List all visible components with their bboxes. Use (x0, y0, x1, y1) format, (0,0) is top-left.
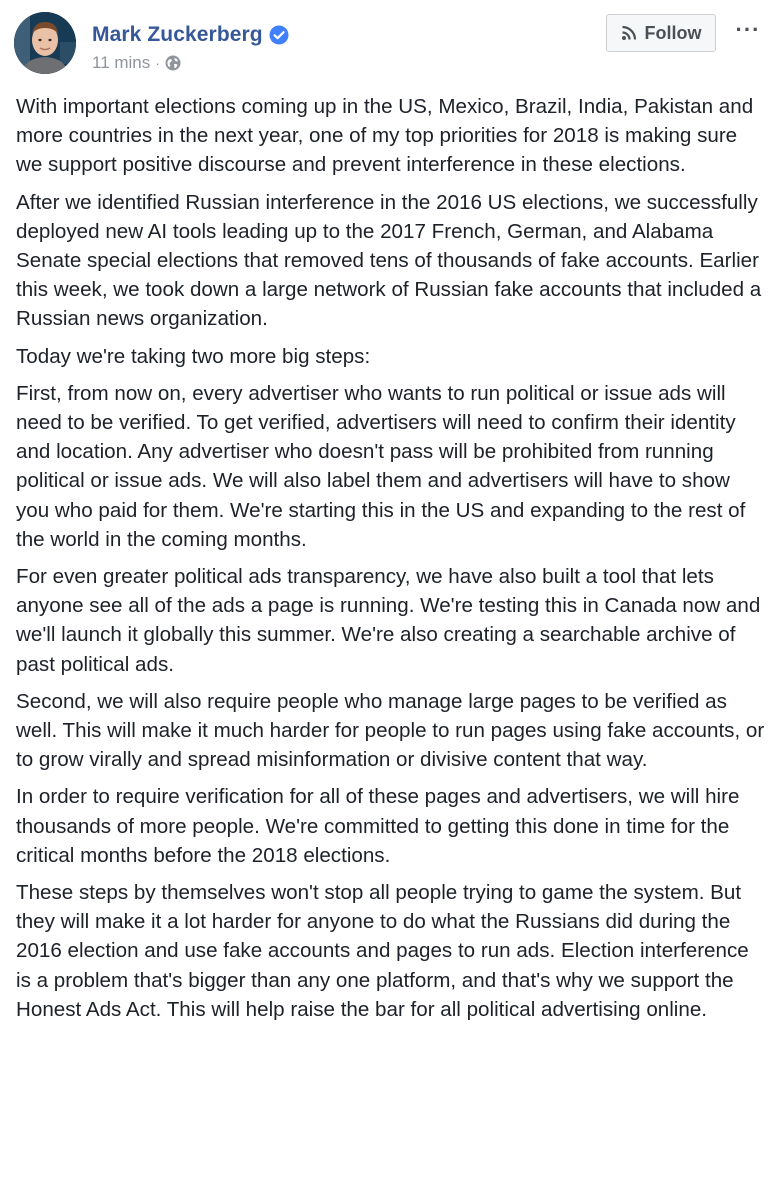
post-timestamp[interactable]: 11 mins (92, 53, 151, 72)
avatar[interactable] (14, 12, 76, 74)
post-paragraph: For even greater political ads transparency, we have also built a tool that lets anyone see all of the ads a page is running. We're testing this in Canada now and we'll launch it globally this summer. We're also creating a searchable archive of past political ads. (16, 565, 761, 676)
rss-icon (621, 25, 637, 41)
meta-separator: · (155, 55, 160, 71)
globe-icon[interactable] (165, 55, 181, 71)
more-options-button[interactable] (732, 18, 764, 42)
more-options-icon: ··· (735, 17, 761, 42)
avatar-image (14, 12, 76, 74)
post-paragraph: Today we're taking two more big steps: (16, 344, 371, 368)
verified-badge-icon (269, 25, 289, 45)
author-name[interactable]: Mark Zuckerberg (92, 23, 263, 46)
post-paragraph: In order to require verification for all of these pages and advertisers, we will hire thousands of more people. We're committed to getting this done in time for the critical months before the 2018 elections. (16, 785, 740, 867)
follow-label: Follow (644, 22, 702, 43)
post-body (16, 92, 766, 1032)
follow-button[interactable] (606, 14, 716, 52)
post-paragraph: First, from now on, every advertiser who wants to run political or issue ads will need to be verified. To get verified, advertisers will need to confirm their identity and location. Any advertiser who doesn't pass will be prohibited from running political or issue ads. We will also label them and advertisers will have to show you who paid for them. We're starting this in the US and expanding to the rest of the world in the coming months. (16, 381, 746, 551)
post-paragraph: These steps by themselves won't stop all people trying to game the system. But they will make it a lot harder for anyone to do what the Russians did during the 2016 election and use fake accounts and pages to run ads. Election interference is a problem that's bigger than any one platform, and that's why we support the Honest Ads Act. This will help raise the bar for all political advertising online. (16, 881, 749, 1021)
post-paragraph: Second, we will also require people who manage large pages to be verified as well. This will make it much harder for people to run pages using fake accounts, or to grow virally and spread misinformation or divisive content that way. (16, 689, 765, 772)
post-meta (92, 52, 181, 74)
author-line (92, 20, 289, 50)
post-paragraph: After we identified Russian interference in the 2016 US elections, we successfully deployed new AI tools leading up to the 2017 French, German, and Alabama Senate special elections that removed tens of thousands of fake accounts. Earlier this week, we took down a large network of Russian fake accounts that included a Russian news organization. (16, 190, 762, 331)
post-header (14, 12, 764, 78)
post-paragraph: With important elections coming up in the US, Mexico, Brazil, India, Pakistan and more countries in the next year, one of my top priorities for 2018 is making sure we support positive discourse and prevent interference in these elections. (16, 95, 754, 177)
